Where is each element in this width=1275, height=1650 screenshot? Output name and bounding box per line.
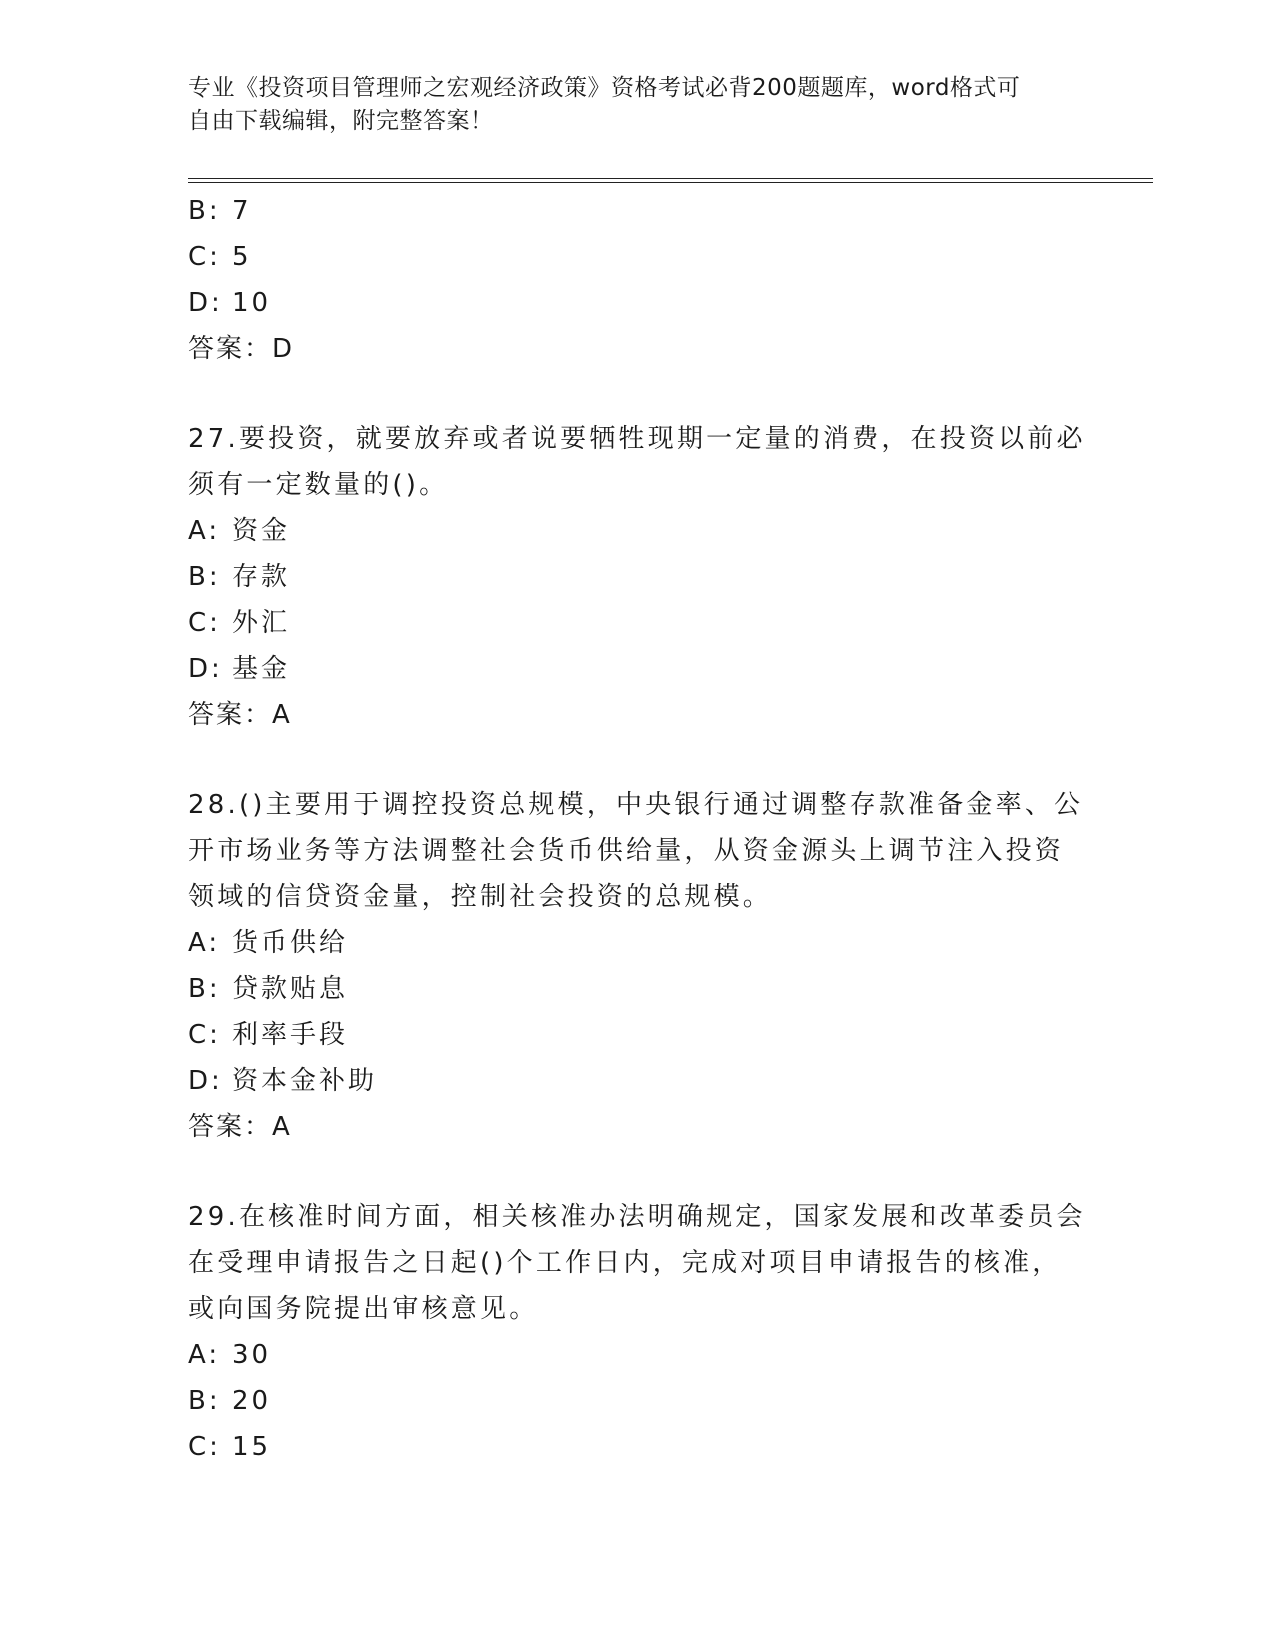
option-text: 存款 (232, 562, 291, 592)
answer-line: 答案：D (188, 334, 295, 364)
option-letter: D: (188, 654, 223, 684)
option-c (188, 600, 1088, 646)
question-block-27 (188, 416, 1088, 738)
option-c (188, 1424, 1088, 1470)
answer-line: 答案：A (188, 1112, 292, 1142)
option-text: 基金 (232, 654, 291, 684)
option-letter: C: (188, 1020, 221, 1050)
option-a (188, 920, 1088, 966)
header-line-1: 专业《投资项目管理师之宏观经济政策》资格考试必背200题题库，word格式可 (188, 75, 1021, 101)
header-line-2: 自由下载编辑，附完整答案！ (188, 108, 494, 134)
option-text: 资本金补助 (232, 1066, 378, 1096)
option-letter: B: (188, 562, 221, 592)
option-d (188, 280, 1088, 326)
option-letter: C: (188, 242, 221, 272)
option-text: 资金 (232, 516, 291, 546)
option-text: 利率手段 (232, 1020, 349, 1050)
option-letter: A: (188, 928, 221, 958)
option-letter: A: (188, 516, 221, 546)
header-double-rule (188, 178, 1153, 183)
option-text: 贷款贴息 (232, 974, 349, 1004)
question-block-29 (188, 1194, 1088, 1470)
question-block-26 (188, 188, 1088, 372)
option-letter: B: (188, 196, 221, 226)
option-letter: B: (188, 1386, 221, 1416)
option-a (188, 1332, 1088, 1378)
question-line: 28.()主要用于调控投资总规模，中央银行通过调整存款准备金率、公 (188, 790, 1084, 820)
page-header (188, 72, 1068, 138)
question-line: 29.在核准时间方面，相关核准办法明确规定，国家发展和改革委员会 (188, 1202, 1086, 1232)
option-letter: C: (188, 1432, 221, 1462)
question-line: 须有一定数量的()。 (188, 470, 449, 500)
option-text: 20 (232, 1386, 272, 1416)
option-c (188, 234, 1088, 280)
option-text: 货币供给 (232, 928, 349, 958)
option-c (188, 1012, 1088, 1058)
question-block-28 (188, 782, 1088, 1150)
option-letter: D: (188, 288, 223, 318)
option-text: 30 (232, 1340, 272, 1370)
option-a (188, 508, 1088, 554)
option-text: 外汇 (232, 608, 291, 638)
option-b (188, 1378, 1088, 1424)
question-line: 27.要投资，就要放弃或者说要牺牲现期一定量的消费，在投资以前必 (188, 424, 1086, 454)
option-b (188, 188, 1088, 234)
option-b (188, 554, 1088, 600)
question-line: 在受理申请报告之日起()个工作日内，完成对项目申请报告的核准， (188, 1248, 1062, 1278)
option-letter: D: (188, 1066, 223, 1096)
option-text: 7 (232, 196, 252, 226)
option-d (188, 1058, 1088, 1104)
option-text: 5 (232, 242, 252, 272)
document-body (188, 188, 1088, 1470)
question-stem (188, 1194, 1088, 1332)
option-d (188, 646, 1088, 692)
question-stem (188, 782, 1088, 920)
option-letter: A: (188, 1340, 221, 1370)
question-line: 或向国务院提出审核意见。 (188, 1294, 539, 1324)
option-b (188, 966, 1088, 1012)
option-text: 10 (232, 288, 272, 318)
question-line: 开市场业务等方法调整社会货币供给量，从资金源头上调节注入投资 (188, 836, 1065, 866)
answer-line: 答案：A (188, 700, 292, 730)
question-line: 领域的信贷资金量，控制社会投资的总规模。 (188, 882, 773, 912)
option-text: 15 (232, 1432, 272, 1462)
option-letter: B: (188, 974, 221, 1004)
question-stem (188, 416, 1088, 508)
option-letter: C: (188, 608, 221, 638)
